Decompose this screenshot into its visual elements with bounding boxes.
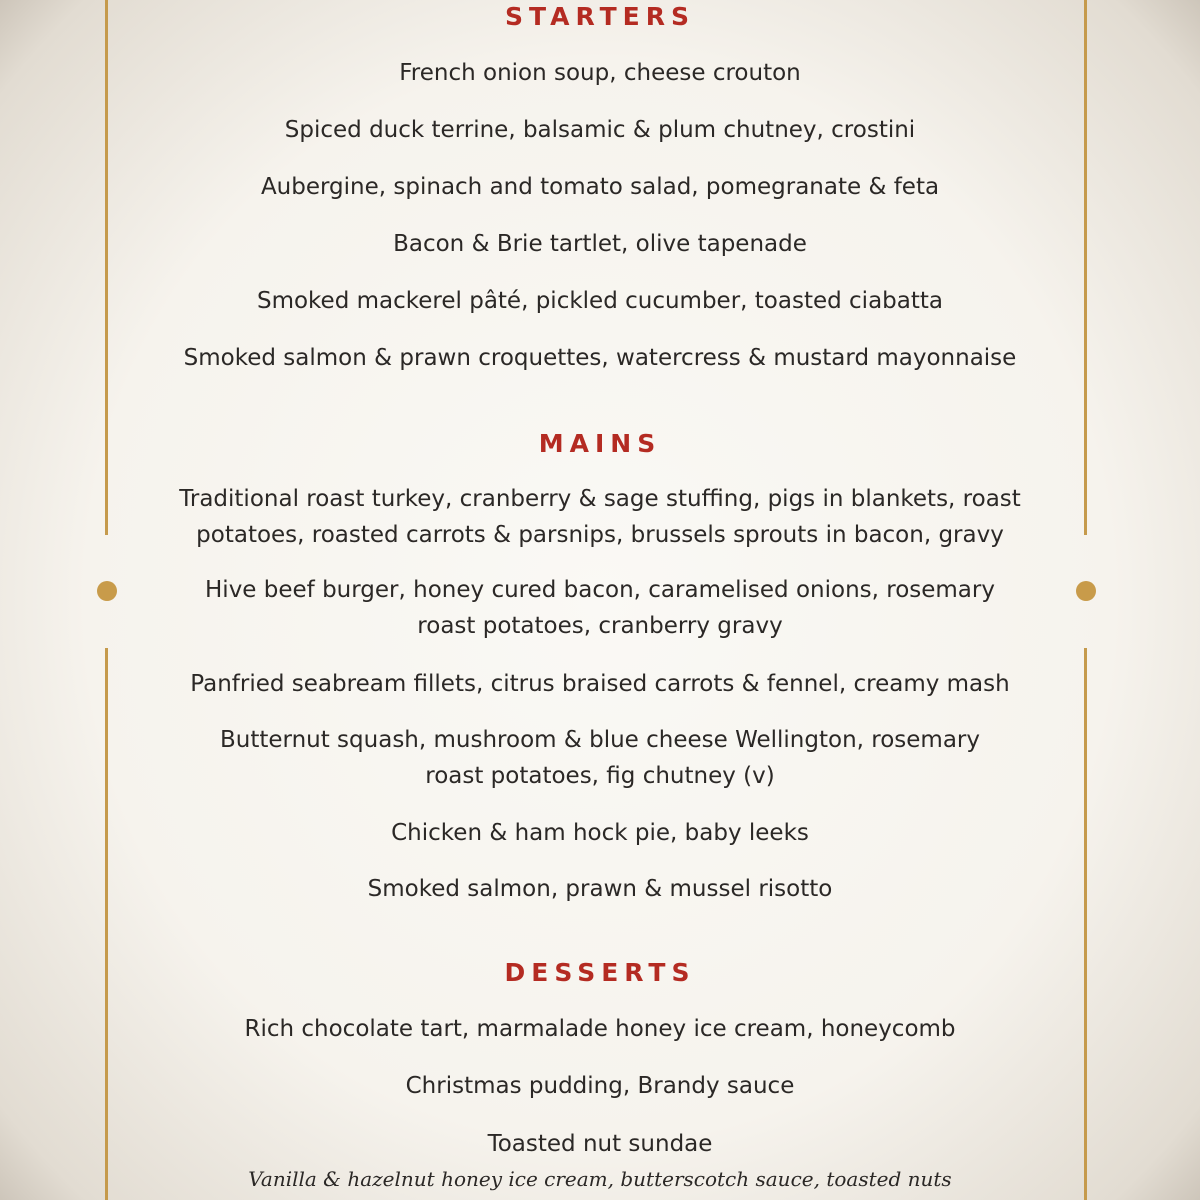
starter-item: Smoked salmon & prawn croquettes, watercress & mustard mayonnaise xyxy=(183,345,1017,371)
dessert-item: Toasted nut sundae xyxy=(487,1131,713,1157)
main-item-line: Traditional roast turkey, cranberry & sage stuffing, pigs in blankets, roast xyxy=(179,486,1021,512)
starter-item: French onion soup, cheese crouton xyxy=(399,60,801,86)
main-item xyxy=(0,572,1200,644)
main-item-line: Butternut squash, mushroom & blue cheese Wellington, rosemary xyxy=(219,727,980,753)
main-item-line: Panfried seabream fillets, citrus braised carrots & fennel, creamy mash xyxy=(190,671,1010,697)
mains-heading: MAINS xyxy=(538,429,662,458)
main-item xyxy=(0,815,1200,851)
starter-item: Spiced duck terrine, balsamic & plum chutney, crostini xyxy=(284,117,916,143)
starters-heading: STARTERS xyxy=(505,2,695,31)
main-item-line: potatoes, roasted carrots & parsnips, brussels sprouts in bacon, gravy xyxy=(196,522,1004,548)
starter-item: Smoked mackerel pâté, pickled cucumber, toasted ciabatta xyxy=(256,288,943,314)
desserts-heading: DESSERTS xyxy=(504,958,696,987)
starter-item: Bacon & Brie tartlet, olive tapenade xyxy=(393,231,807,257)
dessert-description: Vanilla & hazelnut honey ice cream, butterscotch sauce, toasted nuts xyxy=(248,1167,952,1191)
main-item xyxy=(0,871,1200,907)
starter-item: Aubergine, spinach and tomato salad, pomegranate & feta xyxy=(260,174,940,200)
dessert-item: Christmas pudding, Brandy sauce xyxy=(405,1073,795,1099)
main-item-line: Hive beef burger, honey cured bacon, caramelised onions, rosemary xyxy=(205,577,995,603)
main-item xyxy=(0,666,1200,702)
main-item xyxy=(0,722,1200,794)
main-item-line: roast potatoes, fig chutney (v) xyxy=(425,763,775,789)
main-item xyxy=(0,481,1200,553)
main-item-line: Chicken & ham hock pie, baby leeks xyxy=(391,820,809,846)
main-item-line: Smoked salmon, prawn & mussel risotto xyxy=(367,876,833,902)
main-item-line: roast potatoes, cranberry gravy xyxy=(417,613,783,639)
dessert-item: Rich chocolate tart, marmalade honey ice cream, honeycomb xyxy=(244,1016,956,1042)
